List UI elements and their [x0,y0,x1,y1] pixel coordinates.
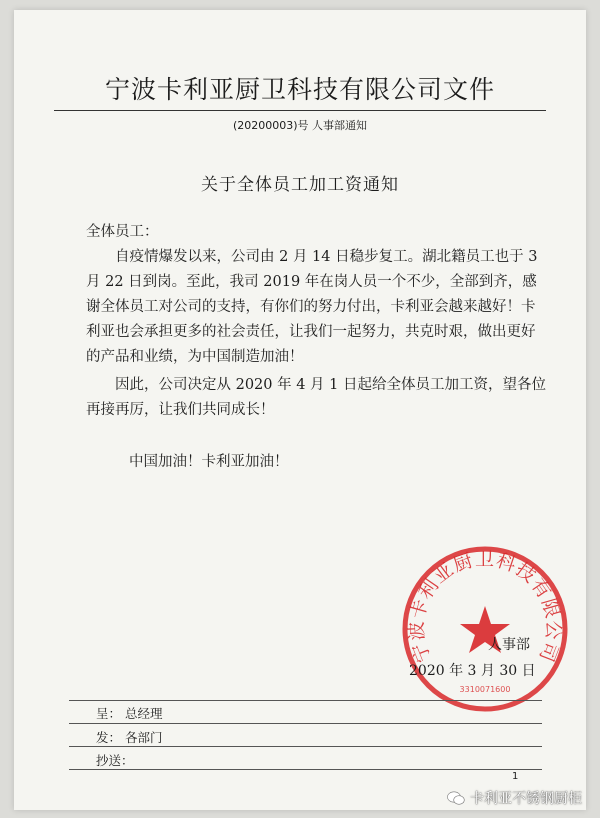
page-number: 1 [512,771,519,782]
body-paragraph-1: 自疫情爆发以来，公司由 2 月 14 日稳步复工。湖北籍员工也于 3 月 22 日到岗。至此，我司 2019 年在岗人员一个不少，全部到齐，感谢全体员工对公司的支持，有你们的努力付出，卡利亚会越来越好！卡利亚也会承担更多的社会责任，让我们一起努力，共克时艰，做出更好的产品和业绩，为中国制造加油！ [86,249,538,365]
signing-date: 2020 年 3 月 30 日 [409,663,536,679]
footer-divider [69,700,542,701]
send-to-label: 发： [96,730,122,745]
wechat-icon [447,791,465,805]
notice-title: 关于全体员工加工资通知 [201,175,399,195]
seal-number: 3310071600 [459,685,511,694]
seal-text: 宁波卡利亚厨卫科技有限公司 [405,548,565,666]
company-title: 宁波卡利亚厨卫科技有限公司文件 [104,75,495,104]
cc-label: 抄送： [96,753,134,768]
cc-line [96,751,134,769]
submit-to-line [96,704,163,722]
company-seal [400,544,570,714]
send-to-value: 各部门 [125,730,163,745]
document-page [14,10,586,810]
body-paragraph-2: 因此，公司决定从 2020 年 4 月 1 日起给全体员工加工资，望各位再接再厉，让我们共同成长！ [86,377,547,418]
cheer-line: 中国加油！卡利亚加油！ [129,454,289,470]
send-to-line [96,728,163,746]
footer-divider [69,769,542,770]
footer-divider [69,746,542,747]
watermark-text: 卡利亚不锈钢厨柜 [470,791,582,807]
submit-to-label: 呈： [96,706,122,721]
salutation: 全体员工： [86,224,159,240]
watermark [447,788,582,808]
signing-department: 人事部 [488,637,530,653]
header-divider [54,110,546,111]
document-number: (20200003)号 人事部通知 [232,119,368,132]
submit-to-value: 总经理 [125,706,163,721]
footer-divider [69,723,542,724]
